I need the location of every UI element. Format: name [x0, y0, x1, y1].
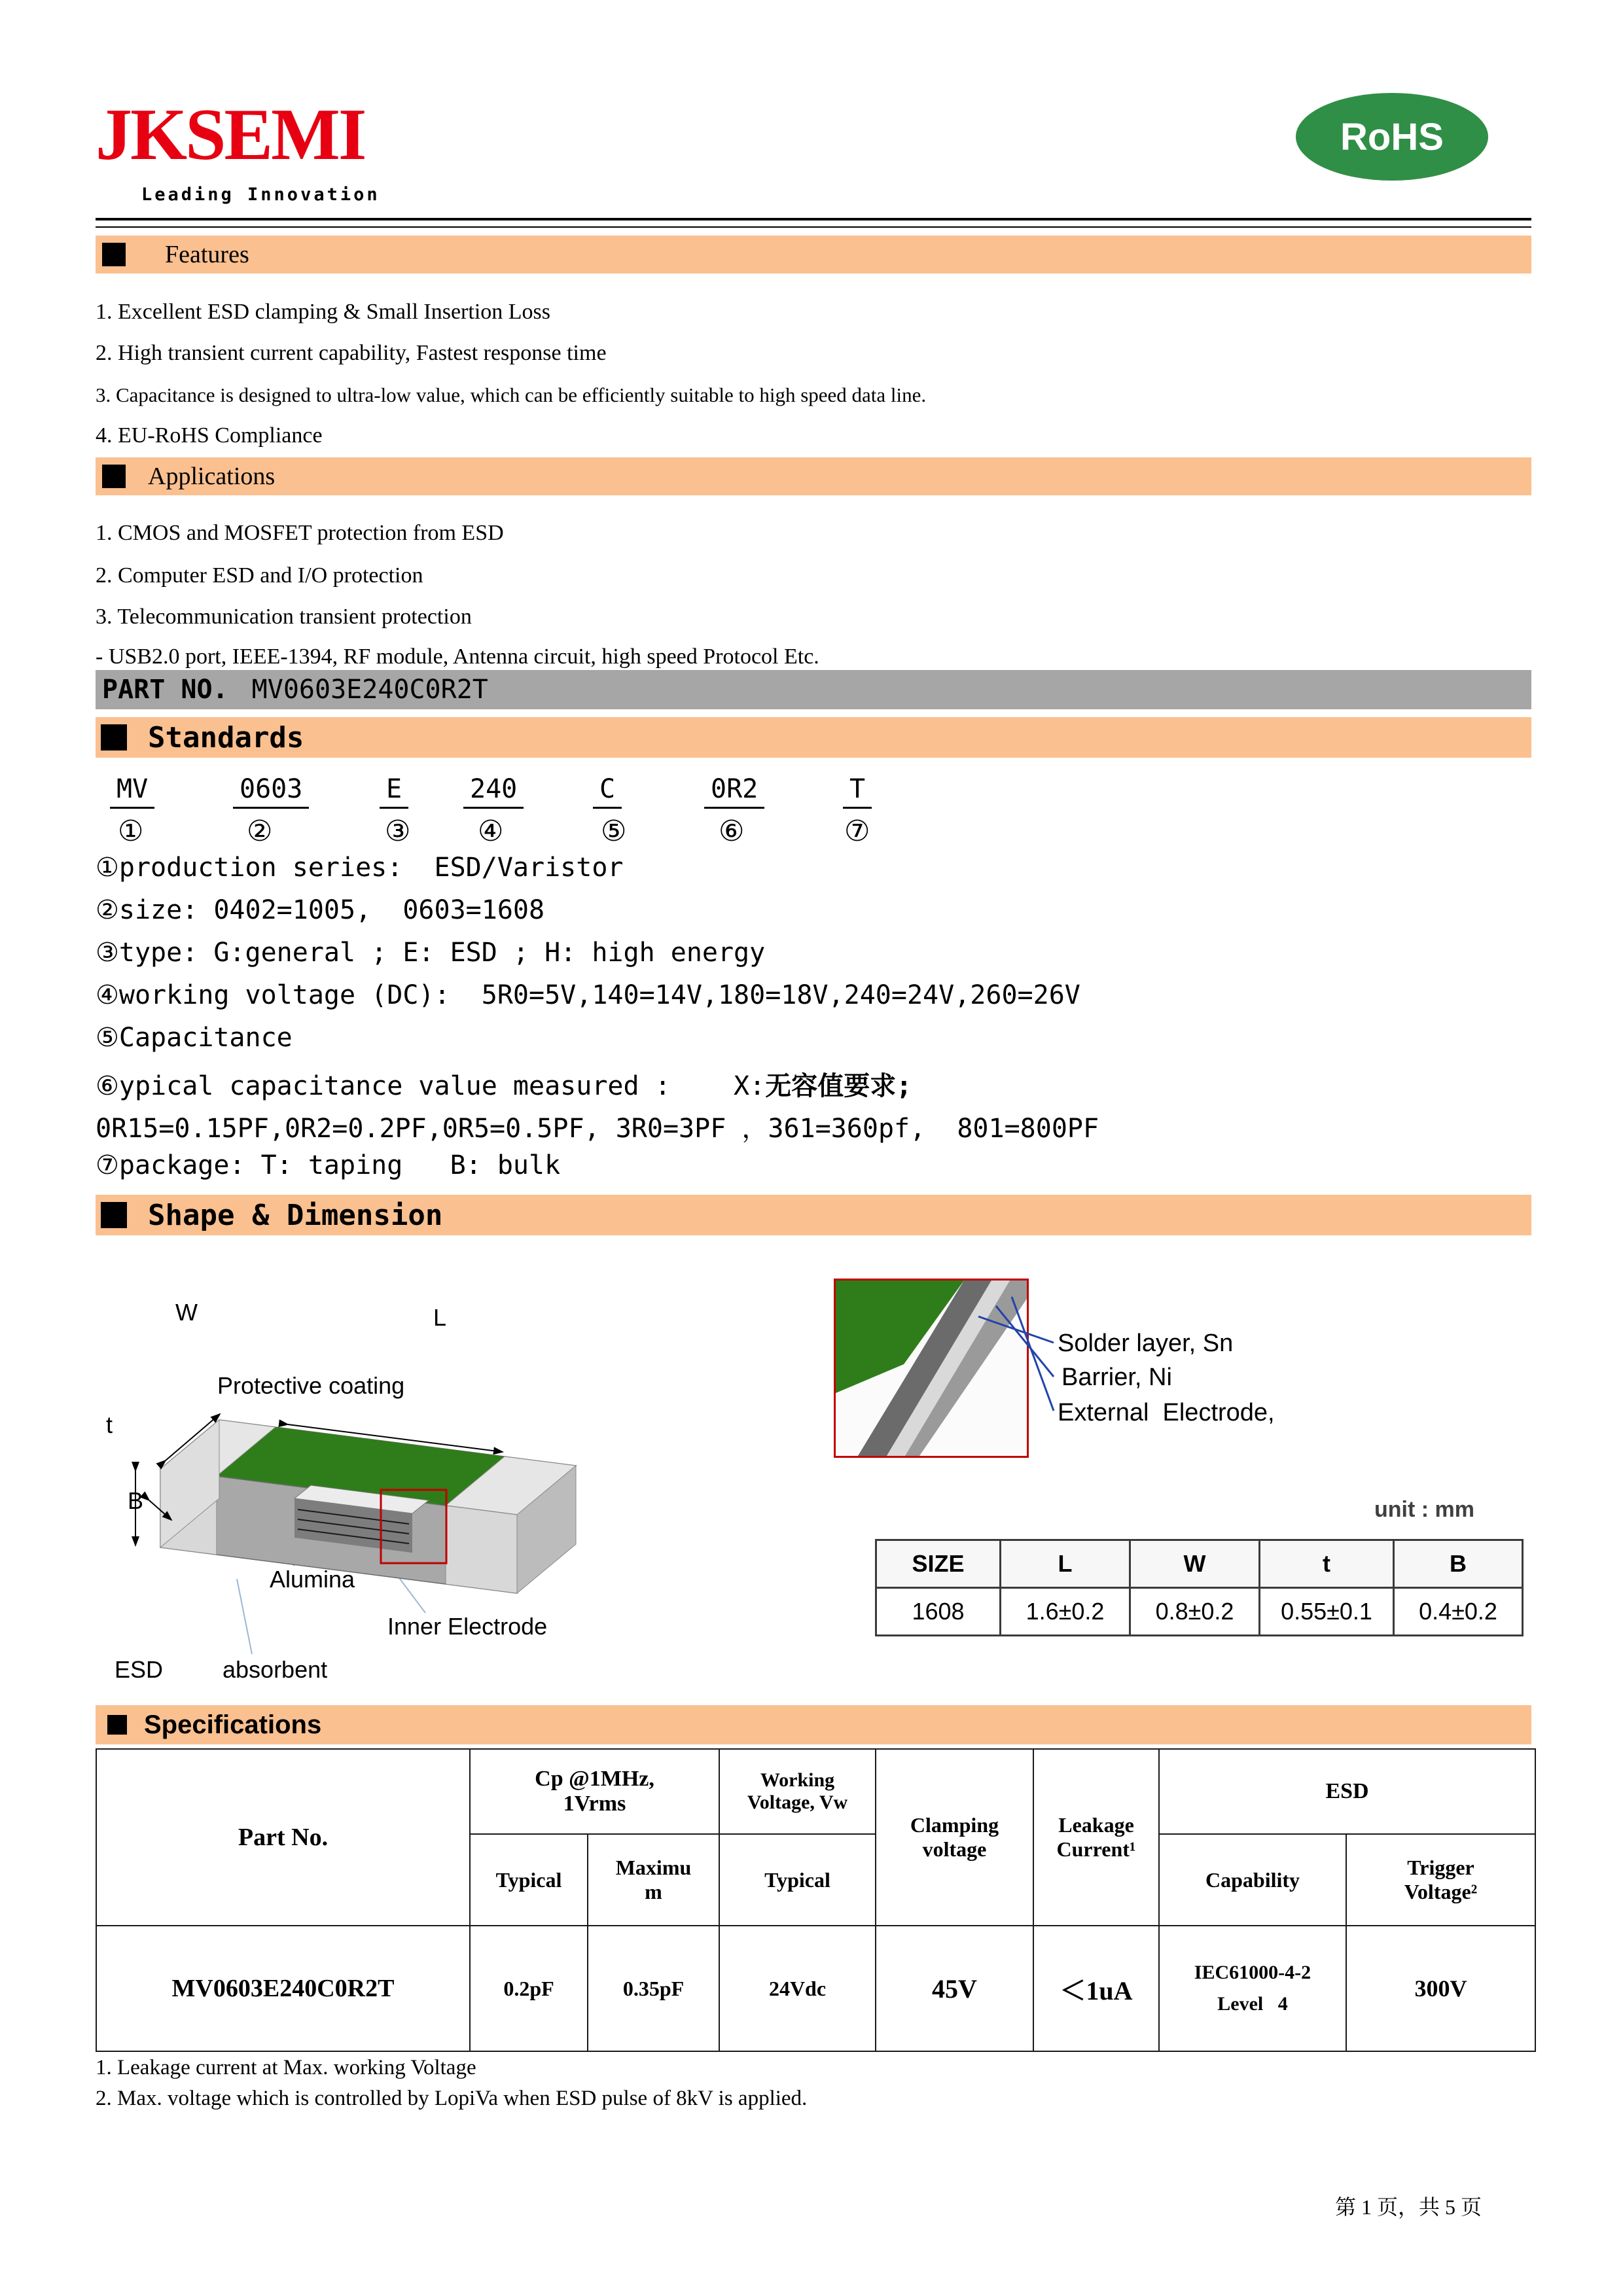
- circled-number: ③: [385, 815, 411, 848]
- section-bullet-icon: [101, 724, 127, 751]
- esd-absorbent-label: absorbent: [223, 1656, 328, 1683]
- spec-data-row: [96, 1926, 1535, 2051]
- standards-line: [96, 1065, 912, 1103]
- header-divider: [96, 218, 1531, 228]
- standards-line: 0R15=0.15PF,0R2=0.2PF,0R5=0.5PF, 3R0=3PF ，361=360pf, 801=800PF: [96, 1114, 1099, 1144]
- code-segment: E: [380, 774, 408, 809]
- dim-col-header: L: [1001, 1540, 1130, 1588]
- unit-label: unit : mm: [1374, 1497, 1474, 1522]
- spec-working-typical-header: Typical: [719, 1834, 876, 1926]
- spec-header-row-1: [96, 1749, 1535, 1834]
- spec-leakage-value: ＜1uA: [1033, 1926, 1159, 2051]
- code-segment: 240: [463, 774, 524, 809]
- spec-leakage-line: Current¹: [1056, 1837, 1136, 1861]
- spec-trigger-header: [1346, 1834, 1535, 1926]
- chip-3d-diagram: [98, 1273, 654, 1698]
- application-item: - USB2.0 port, IEEE-1394, RF module, Antenna circuit, high speed Protocol Etc.: [96, 645, 819, 669]
- code-segment: 0603: [233, 774, 309, 809]
- standards-section-bar: [96, 717, 1531, 758]
- circled-number: ⑥: [719, 815, 745, 848]
- dim-col-header: B: [1394, 1540, 1523, 1588]
- part-code-breakdown: [0, 774, 1623, 811]
- rohs-badge: RoHS: [1296, 93, 1488, 181]
- standards-title: Standards: [148, 720, 304, 754]
- dim-label-w: W: [175, 1299, 198, 1326]
- application-item: 3. Telecommunication transient protection: [96, 605, 472, 629]
- code-segment: MV: [110, 774, 154, 809]
- spec-clamping-line: voltage: [922, 1837, 987, 1861]
- shape-title: Shape & Dimension: [148, 1198, 443, 1232]
- spec-esd-capability-value: [1159, 1926, 1346, 2051]
- spec-clamping-value: 45V: [876, 1926, 1033, 2051]
- dim-cell: 0.8±0.2: [1130, 1588, 1260, 1636]
- specifications-table-wrap: [96, 1748, 1536, 2052]
- electrode-detail-diagram: [831, 1276, 1551, 1492]
- spec-working-voltage-line: Working: [760, 1769, 835, 1791]
- spec-leakage-header: [1033, 1749, 1159, 1926]
- application-item: 2. Computer ESD and I/O protection: [96, 563, 423, 588]
- spec-part-value: MV0603E240C0R2T: [96, 1926, 470, 2051]
- spec-note: 2. Max. voltage which is controlled by LopiVa when ESD pulse of 8kV is applied.: [96, 2087, 808, 2110]
- chip-3d-drawing: [98, 1273, 654, 1698]
- circled-number: ④: [478, 815, 504, 848]
- spec-esd-capability-line: Level 4: [1217, 1993, 1288, 2015]
- circled-number: ①: [118, 815, 144, 848]
- spec-esd-header: ESD: [1159, 1749, 1535, 1834]
- spec-working-voltage-line: Voltage, Vw: [747, 1792, 848, 1813]
- spec-cp-header-line: 1Vrms: [563, 1792, 626, 1816]
- dimension-table-wrap: [875, 1539, 1524, 1636]
- features-section-bar: [96, 236, 1531, 274]
- feature-item: 1. Excellent ESD clamping & Small Insertion Loss: [96, 300, 551, 324]
- solder-layer-label: Solder layer, Sn: [1058, 1330, 1234, 1357]
- dim-label-l: L: [433, 1304, 447, 1331]
- dim-col-header: SIZE: [876, 1540, 1001, 1588]
- spec-esd-capability-line: IEC61000-4-2: [1194, 1962, 1311, 1983]
- standards-line: ③type: G:general ; E: ESD ; H: high energy: [96, 938, 766, 968]
- standards-line-text: ⑥ypical capacitance value measured : X:: [96, 1071, 766, 1101]
- spec-maximum-header: [588, 1834, 719, 1926]
- feature-item: 2. High transient current capability, Fastest response time: [96, 341, 607, 365]
- spec-note: 1. Leakage current at Max. working Voltage: [96, 2056, 476, 2079]
- spec-typical-header: Typical: [470, 1834, 588, 1926]
- standards-line: ⑤Capacitance: [96, 1023, 293, 1053]
- logo-tagline: Leading Innovation: [141, 185, 380, 205]
- specifications-title: Specifications: [144, 1710, 322, 1739]
- dimension-table-data-row: [876, 1588, 1523, 1636]
- external-electrode-label: External Electrode,: [1058, 1399, 1275, 1426]
- spec-part-no-header: Part No.: [96, 1749, 470, 1926]
- page-number: 第 1 页，共 5 页: [1335, 2195, 1482, 2219]
- standards-line: ⑦package: T: taping B: bulk: [96, 1150, 561, 1180]
- standards-line: ①production series: ESD/Varistor: [96, 853, 624, 883]
- code-segment: C: [593, 774, 622, 809]
- dim-col-header: t: [1260, 1540, 1394, 1588]
- section-bullet-icon: [102, 465, 126, 488]
- specifications-section-bar: [96, 1705, 1531, 1744]
- dim-cell: 1.6±0.2: [1001, 1588, 1130, 1636]
- spec-cp-header-line: Cp @1MHz,: [535, 1767, 654, 1791]
- spec-cp-header: [470, 1749, 719, 1834]
- dimension-table: [875, 1539, 1524, 1636]
- specifications-table: [96, 1748, 1536, 2052]
- esd-absorbent-label: ESD: [115, 1656, 164, 1683]
- code-segment: T: [843, 774, 872, 809]
- code-segment: 0R2: [704, 774, 764, 809]
- spec-trigger-line: Trigger: [1407, 1856, 1474, 1879]
- part-number-bar: [96, 670, 1531, 709]
- standards-line-bold-text: 无容值要求;: [765, 1071, 912, 1101]
- spec-trigger-line: Voltage²: [1404, 1880, 1478, 1903]
- shape-section-bar: [96, 1195, 1531, 1235]
- spec-working-voltage-header: [719, 1749, 876, 1834]
- dim-label-t: t: [106, 1411, 113, 1438]
- company-logo: JKSEMI: [96, 94, 365, 175]
- spec-cp-max-value: 0.35pF: [588, 1926, 719, 2051]
- circled-number: ②: [247, 815, 273, 848]
- spec-trigger-value: 300V: [1346, 1926, 1535, 2051]
- applications-title: Applications: [148, 463, 276, 490]
- circled-number: ⑤: [601, 815, 627, 848]
- spec-cp-typical-value: 0.2pF: [470, 1926, 588, 2051]
- standards-line: ②size: 0402=1005, 0603=1608: [96, 895, 545, 925]
- inner-electrode-label: Inner Electrode: [387, 1613, 548, 1640]
- standards-line: ④working voltage (DC): 5R0=5V,140=14V,180=18V,240=24V,260=26V: [96, 980, 1080, 1010]
- barrier-layer-label: Barrier, Ni: [1061, 1364, 1172, 1391]
- spec-clamping-line: Clamping: [910, 1813, 999, 1837]
- layer-pointer-lines: [831, 1276, 1551, 1492]
- alumina-label: Alumina: [270, 1566, 355, 1593]
- spec-vw-value: 24Vdc: [719, 1926, 876, 2051]
- applications-section-bar: [96, 457, 1531, 495]
- protective-coating-label: Protective coating: [217, 1372, 405, 1399]
- section-bullet-icon: [102, 243, 126, 266]
- dim-col-header: W: [1130, 1540, 1260, 1588]
- feature-item: 3. Capacitance is designed to ultra-low value, which can be efficiently suitable to high speed data line.: [96, 383, 927, 406]
- part-number-value: MV0603E240C0R2T: [251, 675, 488, 705]
- features-title: Features: [165, 241, 249, 268]
- spec-clamping-header: [876, 1749, 1033, 1926]
- dim-cell: 0.55±0.1: [1260, 1588, 1394, 1636]
- section-bullet-icon: [107, 1715, 127, 1735]
- dimension-table-header-row: [876, 1540, 1523, 1588]
- dim-cell: 0.4±0.2: [1394, 1588, 1523, 1636]
- spec-leakage-line: Leakage: [1058, 1813, 1134, 1837]
- dim-label-b: B: [128, 1487, 144, 1514]
- spec-maximum-text: Maximum: [615, 1856, 692, 1903]
- part-number-label: PART NO.: [102, 675, 228, 705]
- feature-item: 4. EU-RoHS Compliance: [96, 423, 323, 448]
- circled-number: ⑦: [844, 815, 870, 848]
- section-bullet-icon: [101, 1202, 127, 1228]
- dim-cell: 1608: [876, 1588, 1001, 1636]
- code-index-row: [0, 815, 1623, 851]
- spec-capability-header: Capability: [1159, 1834, 1346, 1926]
- application-item: 1. CMOS and MOSFET protection from ESD: [96, 521, 504, 545]
